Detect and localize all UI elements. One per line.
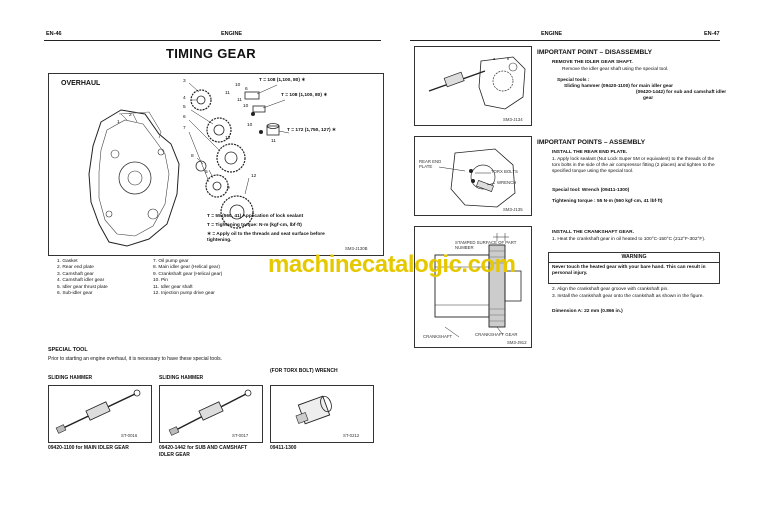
tool2-code: ST-0017 (232, 433, 249, 438)
list-item: 1. Gasket (57, 259, 78, 264)
callout-8: 8 (191, 154, 194, 159)
figure-code-j130b: SM3-J130B (345, 246, 368, 251)
list-item: 10. Pin (153, 278, 168, 284)
special-tools-line2: (09420-1442) for sub and camshaft idler (636, 90, 727, 95)
fig2-code: SM3-J135 (503, 207, 523, 212)
callout-11a: 11 (225, 91, 230, 96)
special-tools-line3: gear (643, 96, 654, 101)
special-tool-wrench: Special tool: Wrench (09411-1300) (552, 188, 630, 193)
install-crank-step2: 2. Align the crankshaft gear groove with crankshaft pin. (552, 287, 669, 292)
callout-1: 1 (117, 120, 120, 125)
tool3-caption: 09411-1300 (270, 445, 297, 451)
install-crank-step3: 3. Install the crankshaft gear onto the crankshaft as shown in the figure. (552, 294, 704, 299)
overhaul-figure (48, 73, 384, 256)
rear-end-plate-drawing (415, 137, 531, 215)
tool3-figure (270, 385, 374, 443)
list-item: 12. Injection pump drive gear (153, 291, 215, 297)
callout-2: 2 (129, 113, 132, 118)
remove-idler-heading: REMOVE THE IDLER GEAR SHAFT. (552, 60, 633, 65)
right-header-rule (410, 40, 720, 41)
tool2-caption: 09420-1442 for SUB AND CAMSHAFT IDLER GEAR (159, 445, 248, 458)
callout-10a: 10 (235, 83, 241, 88)
disassembly-title: IMPORTANT POINT – DISASSEMBLY (537, 49, 653, 56)
warning-title: WARNING (549, 253, 719, 263)
dimension-a: Dimension A: 22 mm (0.866 in.) (552, 309, 623, 314)
label-crankshaft: CRANKSHAFT (423, 334, 453, 339)
page-title: TIMING GEAR (166, 46, 256, 61)
fig1-code: SM3-J134 (503, 117, 523, 122)
install-rear-plate-step: 1. Apply lock sealant (Nut Lock Super 5M or equivalent) to the threads of the torx bolts in the side of the air compressor fitting (2 places) and tighten to the specified torque using the special tool. (552, 157, 715, 174)
remove-idler-text: Remove the idler gear shaft using the special tool. (562, 67, 669, 72)
label-torx-bolts: TORX BOLTS (491, 169, 518, 174)
callout-9: 9 (227, 186, 230, 191)
tool3-code: ST-0212 (343, 433, 360, 438)
special-tools-line1: Sliding hammer (09420-1100) for main idler gear (564, 84, 674, 89)
list-item: 9. Crankshaft gear (Helical gear) (153, 271, 223, 277)
left-header-rule (44, 40, 381, 41)
legend-torque: T = Tightening torque: N·m (kgf·cm, lbf·ft) (207, 223, 302, 228)
rear-end-plate-figure (414, 136, 532, 216)
svg-text:a: a (493, 56, 496, 61)
assembly-title: IMPORTANT POINTS – ASSEMBLY (537, 139, 646, 146)
callout-12b: 12 (225, 136, 231, 141)
disassembly-figure (414, 46, 532, 126)
tool1-code: ST-0016 (121, 433, 138, 438)
callout-6b: 6 (245, 87, 248, 92)
callout-11c: 11 (271, 139, 276, 144)
list-item: 11. Idler gear shaft (153, 284, 193, 290)
torque-label-2: T = 108 (1,100, 80) ∗ (281, 93, 328, 98)
callout-7: 7 (183, 126, 186, 131)
tightening-torque: Tightening torque : 55 N·m (560 kgf·cm, 41 lbf·ft) (552, 199, 663, 204)
callout-10c: 10 (247, 123, 253, 128)
callout-10b: 10 (243, 104, 249, 109)
overhaul-label: OVERHAUL (61, 80, 101, 87)
label-crankshaft-gear: CRANKSHAFT GEAR (475, 332, 518, 337)
tool2-heading: SLIDING HAMMER (159, 375, 204, 381)
callout-5: 5 (183, 105, 186, 110)
tool1-heading: SLIDING HAMMER (48, 375, 93, 381)
list-item: 7. Oil pump gear (153, 259, 189, 264)
crankshaft-gear-figure (414, 226, 532, 348)
list-item: 8. Main idler gear (Helical gear) (153, 265, 220, 271)
fig3-code: SM3-J912 (507, 340, 527, 345)
callout-4: 4 (183, 96, 186, 101)
torque-label-3: T = 172 (1,750, 127) ∗ (287, 128, 336, 133)
parts-list-col1 (57, 259, 108, 297)
special-tools-label: Special tools : (557, 78, 590, 83)
right-section-label: ENGINE (541, 31, 563, 37)
label-stamped-surface: STAMPED SURFACE OF PART NUMBER (455, 240, 517, 250)
warning-box (548, 252, 720, 284)
callout-3: 3 (183, 79, 186, 84)
svg-text:b: b (507, 56, 510, 61)
torque-label-1: T = 108 (1,100, 80) ∗ (259, 78, 306, 83)
left-section-label: ENGINE (221, 31, 243, 37)
legend-lock-sealant: T = 55 (560, 41) Application of lock sealant (207, 214, 304, 219)
label-rear-end-plate: REAR END PLATE (419, 159, 442, 169)
watermark: machinecatalogic.com (268, 251, 516, 278)
callout-12a: 12 (251, 174, 257, 179)
left-page-number: EN-46 (46, 31, 62, 37)
callout-6: 6 (183, 115, 186, 120)
right-page-number: EN-47 (704, 31, 720, 37)
label-wrench: WRENCH (497, 180, 517, 185)
install-rear-plate-heading: INSTALL THE REAR END PLATE. (552, 150, 628, 155)
list-item: 2. Rear end plate (57, 265, 94, 271)
list-item: 4. Camshaft idler gear (57, 278, 105, 284)
callout-11b: 11 (237, 98, 242, 103)
warning-text: Never touch the heated gear with your bare hand. This can result in personal injury. (552, 265, 706, 276)
install-crank-heading: INSTALL THE CRANKSHAFT GEAR. (552, 230, 634, 235)
tool2-figure (159, 385, 263, 443)
parts-list-col2 (153, 259, 222, 297)
install-crank-step1: 1. Heat the crankshaft gear in oil heated to 100°C-150°C (212°F-302°F). (552, 237, 706, 242)
special-tool-intro: Prior to starting an engine overhaul, it is necessary to have these special tools. (48, 356, 222, 362)
list-item: 6. Sub-idler gear (57, 291, 93, 297)
tool1-caption: 09420-1100 for MAIN IDLER GEAR (48, 445, 129, 451)
idler-shaft-removal-drawing (415, 47, 531, 125)
tool1-figure (48, 385, 152, 443)
list-item: 3. Camshaft gear (57, 271, 94, 277)
legend-oil: ∗ = Apply oil to the threads and seat surface before tightening. (207, 232, 325, 243)
list-item: 5. Idler gear thrust plate (57, 284, 108, 290)
special-tool-heading: SPECIAL TOOL (48, 347, 88, 353)
tool3-heading: (FOR TORX BOLT) WRENCH (270, 368, 338, 374)
callout-5b: 5 (205, 170, 208, 175)
